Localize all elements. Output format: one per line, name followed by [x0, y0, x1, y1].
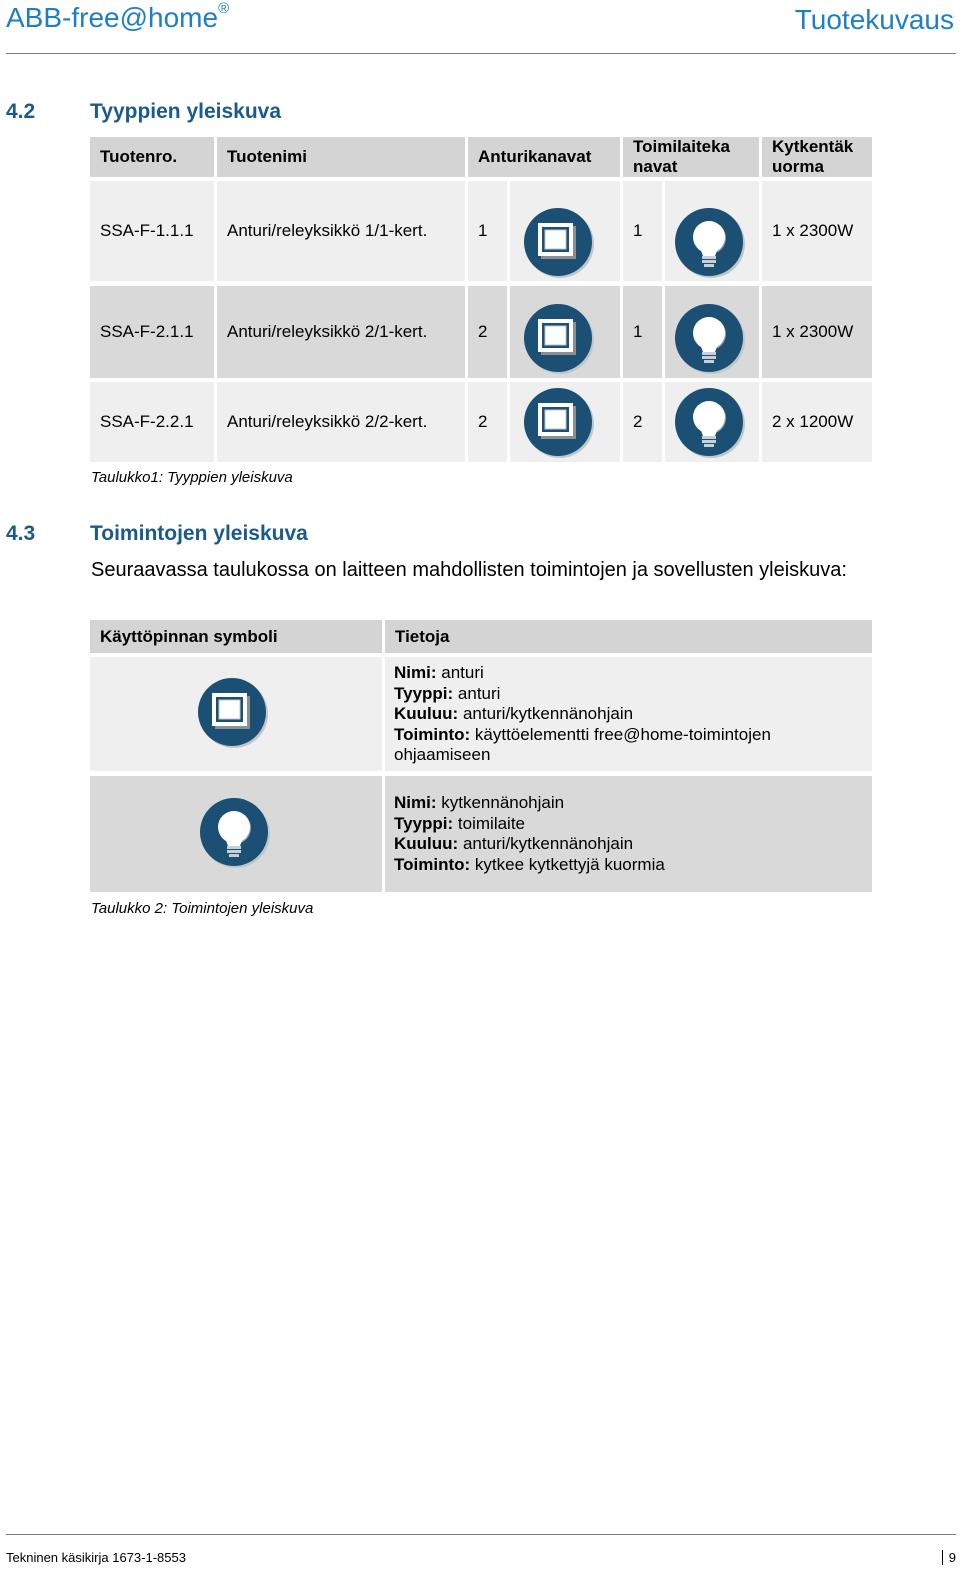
column-header-symbol: Käyttöpinnan symboli [90, 620, 382, 653]
sensor-icon [524, 388, 596, 460]
bulb-icon [675, 388, 747, 460]
sensor-icon [524, 208, 596, 280]
info-line-function: Toiminto: käyttöelementti free@home-toimintojen ohjaamiseen [394, 724, 771, 764]
table-cell-code: SSA-F-1.1.1 [90, 181, 214, 281]
header-divider [6, 53, 956, 54]
table-cell-actuator-channels: 1 [623, 286, 662, 378]
bulb-icon [675, 304, 747, 376]
column-header-sensor-channels: Anturikanavat [468, 137, 620, 177]
table-cell-load: 1 x 2300W [762, 181, 872, 281]
sensor-icon [198, 678, 270, 750]
section-heading-4-3: 4.3 Toimintojen yleiskuva [6, 522, 308, 545]
column-header-product-number: Tuotenro. [90, 137, 214, 177]
bulb-icon [200, 798, 272, 870]
sensor-icon [524, 304, 596, 376]
column-header-actuator-channels: Toimilaiteka navat [623, 137, 759, 177]
table-caption-1: Taulukko1: Tyyppien yleiskuva [91, 469, 293, 486]
table-cell-actuator-channels: 2 [623, 382, 662, 462]
info-line-function: Toiminto: kytkee kytkettyjä kuormia [394, 854, 665, 874]
info-cell-switch [385, 776, 872, 892]
table-cell-name: Anturi/releyksikkö 2/2-kert. [217, 382, 465, 462]
table-cell-actuator-channels: 1 [623, 181, 662, 281]
info-line-name: Nimi: anturi [394, 663, 484, 682]
table-cell-sensor-channels: 1 [468, 181, 507, 281]
table-cell-sensor-symbol [510, 286, 620, 378]
info-line-belongs: Kuuluu: anturi/kytkennänohjain [394, 704, 634, 723]
brand-title: ABB-free@home® [6, 0, 230, 33]
section-heading-4-2: 4.2 Tyyppien yleiskuva [6, 100, 282, 123]
intro-paragraph: Seuraavassa taulukossa on laitteen mahdollisten toimintojen ja sovellusten yleiskuva: [91, 559, 847, 581]
info-line-type: Tyyppi: toimilaite [394, 813, 526, 833]
info-line-name: Nimi: kytkennänohjain [394, 793, 565, 812]
section-title: Tuotekuvaus [794, 4, 954, 35]
table-cell-sensor-channels: 2 [468, 286, 507, 378]
table-caption-2: Taulukko 2: Toimintojen yleiskuva [91, 900, 314, 917]
symbol-cell [90, 657, 382, 771]
column-header-switching-load: Kytkentäk uorma [762, 137, 872, 177]
table-cell-name: Anturi/releyksikkö 2/1-kert. [217, 286, 465, 378]
info-cell-sensor [385, 657, 872, 771]
table-cell-actuator-symbol [665, 286, 759, 378]
table-cell-name: Anturi/releyksikkö 1/1-kert. [217, 181, 465, 281]
table-cell-load: 2 x 1200W [762, 382, 872, 462]
column-header-product-name: Tuotenimi [217, 137, 465, 177]
table-cell-code: SSA-F-2.1.1 [90, 286, 214, 378]
table-cell-sensor-symbol [510, 181, 620, 281]
symbol-cell [90, 776, 382, 892]
table-cell-code: SSA-F-2.2.1 [90, 382, 214, 462]
footer-document-title: Tekninen käsikirja 1673-1-8553 [6, 1550, 186, 1565]
table-cell-sensor-channels: 2 [468, 382, 507, 462]
table-cell-load: 1 x 2300W [762, 286, 872, 378]
table-cell-actuator-symbol [665, 382, 759, 462]
info-line-type: Tyyppi: anturi [394, 683, 501, 703]
column-header-info: Tietoja [385, 620, 872, 653]
bulb-icon [675, 208, 747, 280]
table-cell-sensor-symbol [510, 382, 620, 462]
info-line-belongs: Kuuluu: anturi/kytkennänohjain [394, 834, 634, 853]
footer-divider [6, 1534, 956, 1535]
page-number: 9 [942, 1550, 956, 1565]
table-cell-actuator-symbol [665, 181, 759, 281]
